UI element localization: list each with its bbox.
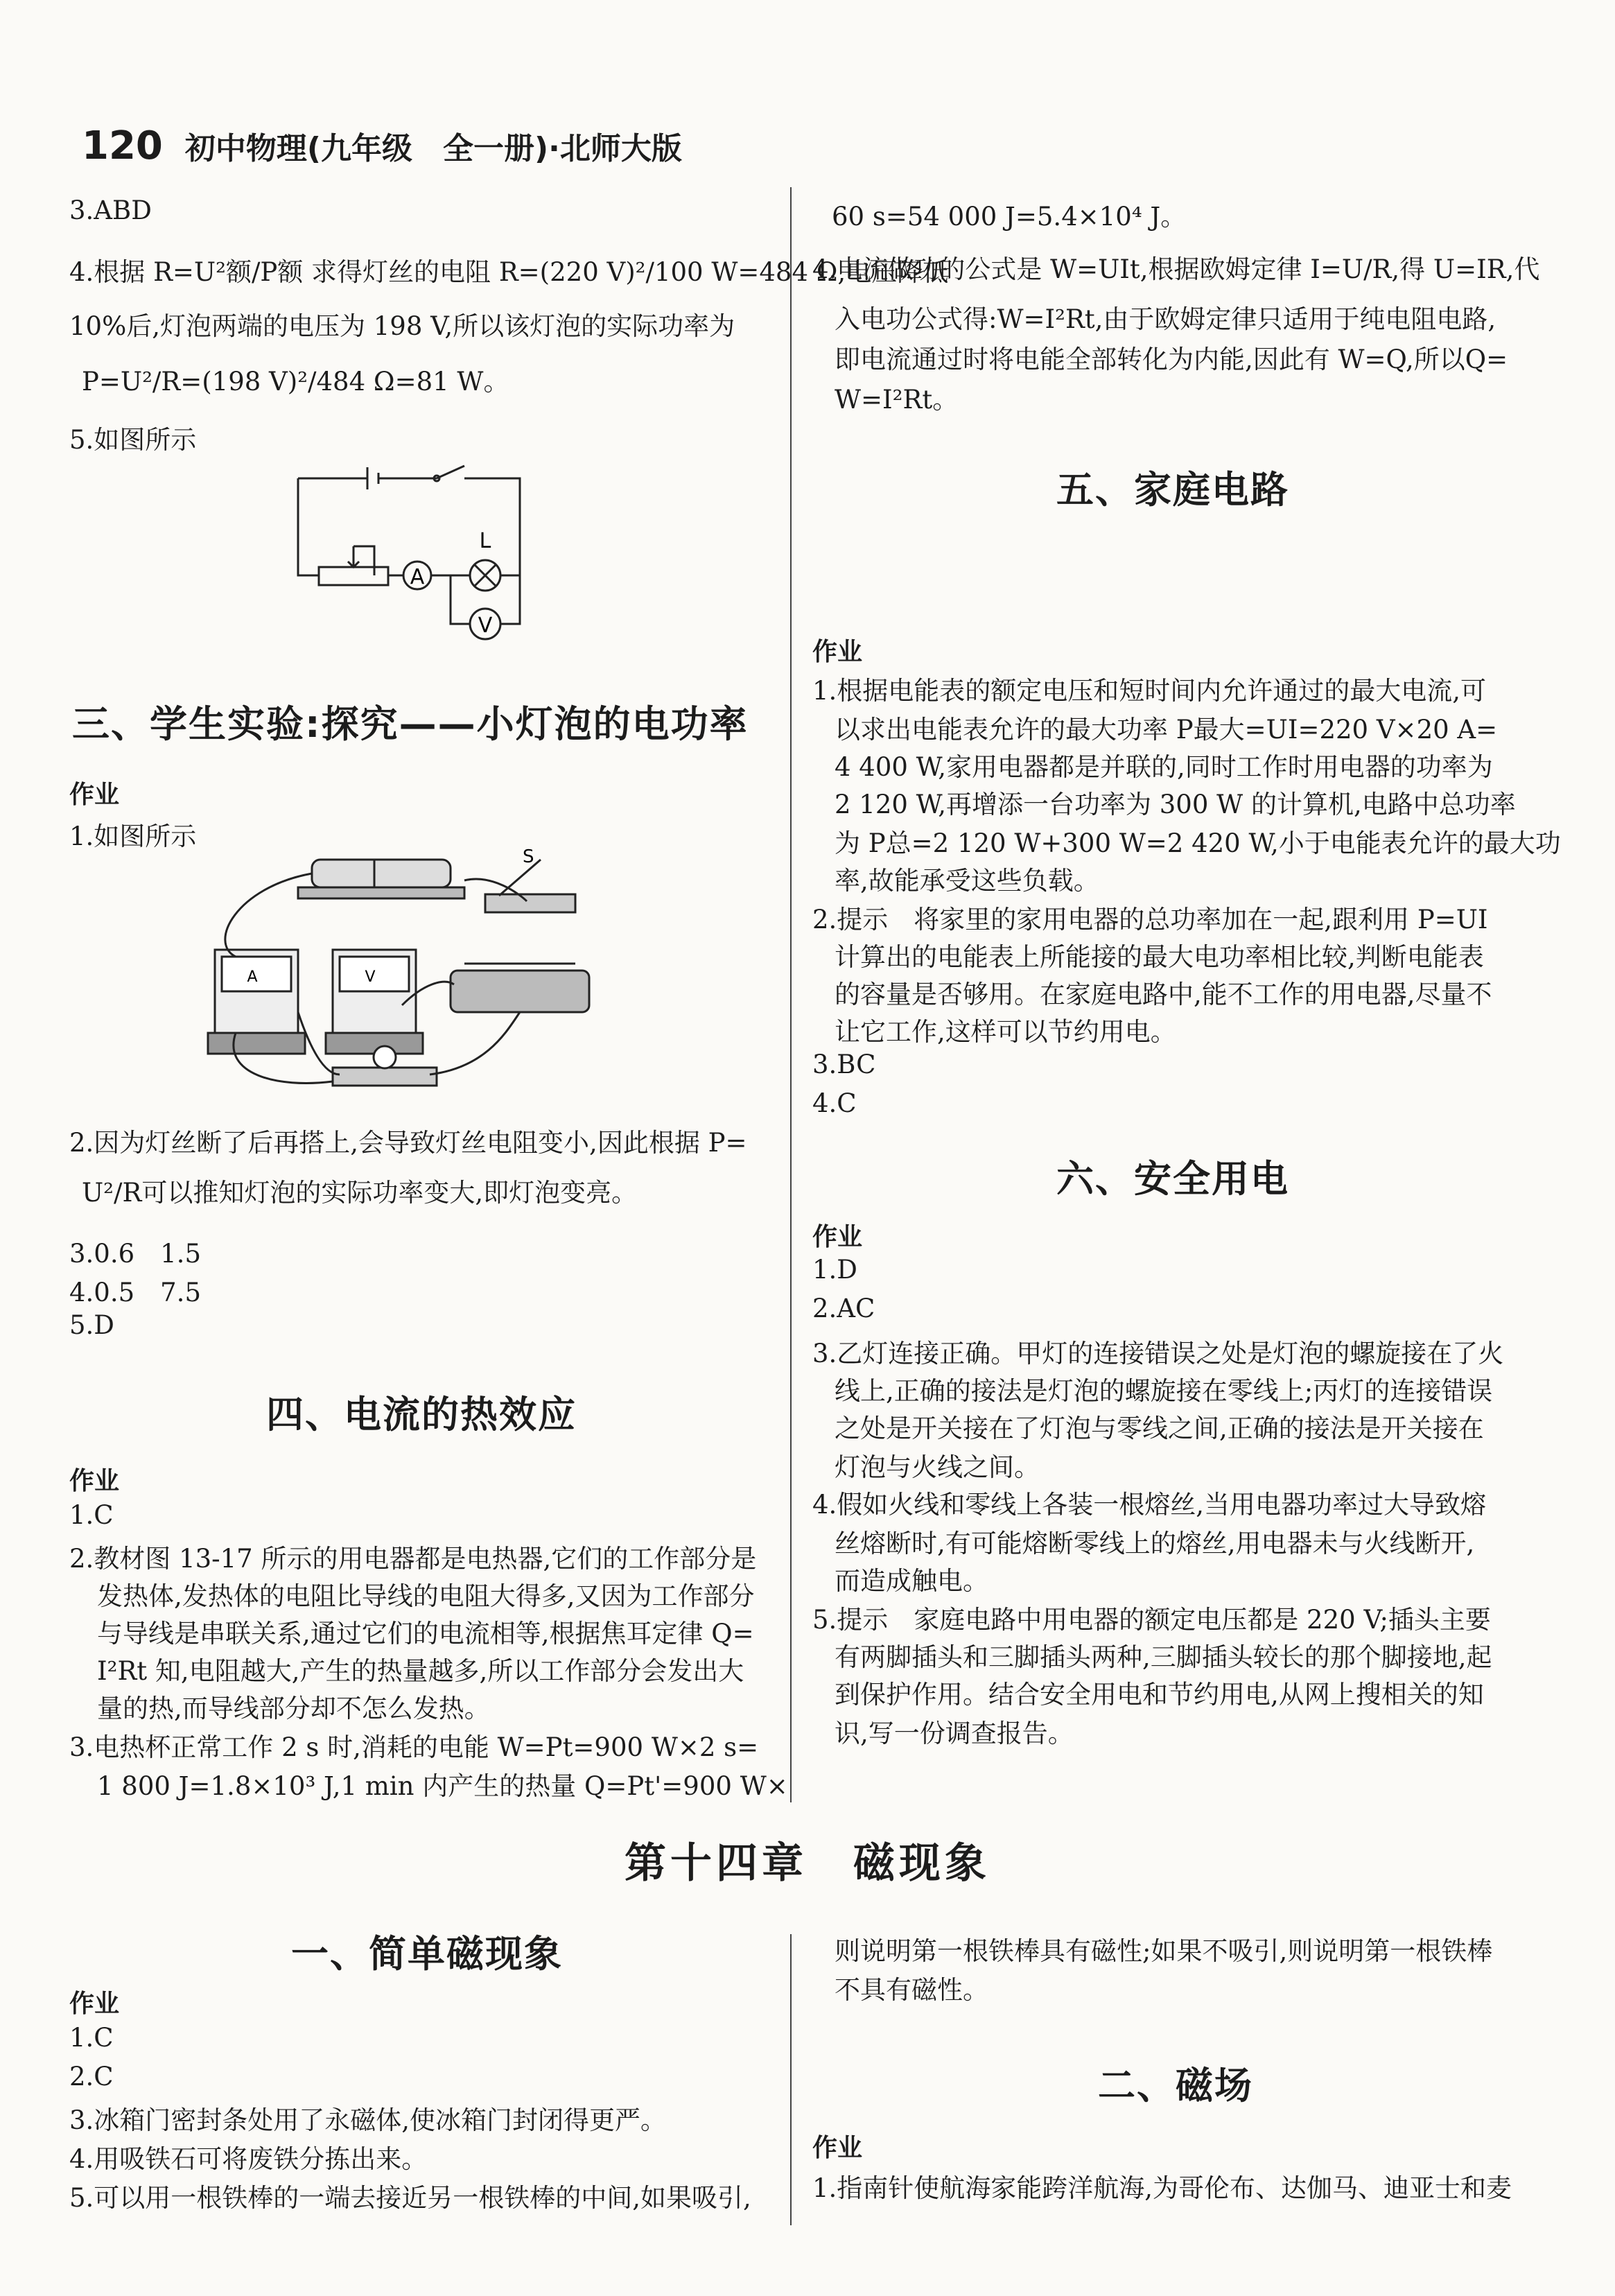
s6-answer-5-line2: 有两脚插头和三脚插头两种,三脚插头较长的那个脚接地,起 (835, 1642, 1492, 1672)
r-continued-line: 60 s=54 000 J=5.4×10⁴ J。 (832, 202, 1187, 232)
s5-answer-1-line5: 为 P总=2 120 W+300 W=2 420 W,小于电能表允许的最大功 (835, 828, 1561, 858)
ch14-s1-answer-5: 5.可以用一根铁棒的一端去接近另一根铁棒的中间,如果吸引, (69, 2183, 751, 2213)
s6-answer-4-line2: 丝熔断时,有可能熔断零线上的熔丝,用电器未与火线断开, (835, 1529, 1475, 1558)
ch14-s1-answer-1: 1.C (69, 2023, 114, 2053)
ch14-continued-line2: 不具有磁性。 (835, 1975, 988, 2005)
s6-answer-3-line1: 3.乙灯连接正确。甲灯的连接错误之处是灯泡的螺旋接在了火 (812, 1339, 1504, 1368)
s5-answer-1-line4: 2 120 W,再增添一台功率为 300 W 的计算机,电路中总功率 (835, 790, 1516, 819)
ch14-s1-answer-3: 3.冰箱门密封条处用了永磁体,使冰箱门封闭得更严。 (69, 2105, 667, 2135)
homework-label: 作业 (812, 638, 863, 666)
r-answer-4-line2: 入电功公式得:W=I²Rt,由于欧姆定律只适用于纯电阻电路, (835, 304, 1496, 334)
s4-answer-3-line1: 3.电热杯正常工作 2 s 时,消耗的电能 W=Pt=900 W×2 s= (69, 1732, 759, 1762)
column-divider (790, 187, 792, 1802)
switch-label: S (523, 846, 534, 867)
apparatus-illustration (194, 846, 652, 1095)
s3-answer-4: 4.0.5 7.5 (69, 1278, 201, 1307)
s6-answer-3-line3: 之处是开关接在了灯泡与零线之间,正确的接法是开关接在 (835, 1414, 1484, 1443)
s5-answer-2-line1: 2.提示 将家里的家用电器的总功率加在一起,跟利用 P=UI (812, 905, 1488, 934)
r-answer-4-line4: W=I²Rt。 (835, 385, 959, 415)
s6-answer-5-line1: 5.提示 家庭电路中用电器的额定电压都是 220 V;插头主要 (812, 1605, 1491, 1635)
s6-answer-3-line2: 线上,正确的接法是灯泡的螺旋接在零线上;丙灯的连接错误 (835, 1376, 1493, 1406)
ch14-s1-answer-4: 4.用吸铁石可将废铁分拣出来。 (69, 2144, 428, 2174)
chapter-14-title: 第十四章 磁现象 (625, 1839, 990, 1888)
s6-answer-5-line3: 到保护作用。结合安全用电和节约用电,从网上搜相关的知 (835, 1680, 1484, 1710)
s4-answer-3-line2: 1 800 J=1.8×10³ J,1 min 内产生的热量 Q=Pt'=900 W× (97, 1771, 788, 1801)
s5-answer-1-line1: 1.根据电能表的额定电压和短时间内允许通过的最大电流,可 (812, 676, 1487, 706)
ch14-section-2-title: 二、磁场 (1098, 2064, 1253, 2107)
answer-5: 5.如图所示 (69, 425, 197, 455)
homework-label: 作业 (812, 2134, 863, 2162)
s5-answer-1-line6: 率,故能承受这些负载。 (835, 866, 1099, 896)
section-6-title: 六、安全用电 (1056, 1157, 1289, 1201)
book-title: 初中物理(九年级 全一册)·北师大版 (184, 131, 682, 166)
section-3-title: 三、学生实验:探究——小灯泡的电功率 (72, 702, 749, 746)
page-header (82, 123, 682, 168)
s3-answer-2-line2: U²/R可以推知灯泡的实际功率变大,即灯泡变亮。 (82, 1178, 638, 1208)
s5-answer-2-line3: 的容量是否够用。在家庭电路中,能不工作的用电器,尽量不 (835, 980, 1492, 1009)
s5-answer-2-line2: 计算出的电能表上所能接的最大电功率相比较,判断电能表 (835, 942, 1484, 972)
ammeter-meter-label: A (247, 968, 258, 986)
homework-label: 作业 (69, 1990, 120, 2018)
s5-answer-4: 4.C (812, 1088, 857, 1118)
s5-answer-2-line4: 让它工作,这样可以节约用电。 (835, 1017, 1176, 1047)
homework-label: 作业 (812, 1223, 863, 1251)
ch14-section-1-title: 一、简单磁现象 (291, 1932, 563, 1976)
s5-answer-3: 3.BC (812, 1050, 876, 1079)
s3-answer-1: 1.如图所示 (69, 821, 197, 851)
s4-answer-2-line1: 2.教材图 13-17 所示的用电器都是电热器,它们的工作部分是 (69, 1544, 757, 1574)
s6-answer-2: 2.AC (812, 1294, 875, 1323)
s4-answer-2-line5: 量的热,而导线部分却不怎么发热。 (97, 1694, 490, 1723)
s4-answer-2-line4: I²Rt 知,电阻越大,产生的热量越多,所以工作部分会发出大 (97, 1656, 744, 1686)
answer-3: 3.ABD (69, 195, 152, 225)
s6-answer-4-line3: 而造成触电。 (835, 1566, 988, 1596)
s4-answer-2-line2: 发热体,发热体的电阻比导线的电阻大得多,又因为工作部分 (97, 1581, 755, 1611)
page-number: 120 (82, 123, 163, 168)
section-4-title: 四、电流的热效应 (266, 1393, 577, 1436)
section-5-title: 五、家庭电路 (1056, 468, 1289, 512)
s6-answer-5-line4: 识,写一份调查报告。 (835, 1719, 1074, 1748)
ch14-s2-answer-1: 1.指南针使航海家能跨洋航海,为哥伦布、达伽马、迪亚士和麦 (812, 2173, 1512, 2203)
voltmeter-label: V (478, 614, 493, 638)
s5-answer-1-line3: 4 400 W,家用电器都是并联的,同时工作时用电器的功率为 (835, 752, 1493, 782)
voltmeter-meter-label: V (365, 968, 376, 986)
s3-answer-2-line1: 2.因为灯丝断了后再搭上,会导致灯丝电阻变小,因此根据 P= (69, 1128, 747, 1158)
answer-4-line2: 10%后,灯泡两端的电压为 198 V,所以该灯泡的实际功率为 (69, 311, 735, 341)
s6-answer-3-line4: 灯泡与火线之间。 (835, 1452, 1040, 1482)
s6-answer-4-line1: 4.假如火线和零线上各装一根熔丝,当用电器功率过大导致熔 (812, 1490, 1487, 1520)
circuit-diagram (291, 458, 541, 666)
ch14-continued-line1: 则说明第一根铁棒具有磁性;如果不吸引,则说明第一根铁棒 (835, 1936, 1493, 1966)
s3-answer-5: 5.D (69, 1310, 114, 1340)
s3-answer-3: 3.0.6 1.5 (69, 1239, 201, 1269)
r-answer-4-line1: 4.电流做功的公式是 W=UIt,根据欧姆定律 I=U/R,得 U=IR,代 (812, 254, 1540, 284)
s4-answer-2-line3: 与导线是串联关系,通过它们的电流相等,根据焦耳定律 Q= (97, 1619, 754, 1649)
answer-4-line1: 4.根据 R=U²额/P额 求得灯丝的电阻 R=(220 V)²/100 W=484 Ω,电压降低 (69, 257, 949, 287)
answer-4-line3: P=U²/R=(198 V)²/484 Ω=81 W。 (82, 367, 509, 397)
column-divider-lower (790, 1934, 792, 2225)
s6-answer-1: 1.D (812, 1255, 857, 1285)
ch14-s1-answer-2: 2.C (69, 2062, 114, 2091)
homework-label: 作业 (69, 1467, 120, 1495)
s5-answer-1-line2: 以求出电能表允许的最大功率 P最大=UI=220 V×20 A= (835, 715, 1498, 745)
ammeter-label: A (410, 565, 425, 589)
s4-answer-1: 1.C (69, 1500, 114, 1530)
lamp-label: L (479, 529, 491, 553)
r-answer-4-line3: 即电流通过时将电能全部转化为内能,因此有 W=Q,所以Q= (835, 345, 1508, 374)
homework-label: 作业 (69, 781, 120, 809)
